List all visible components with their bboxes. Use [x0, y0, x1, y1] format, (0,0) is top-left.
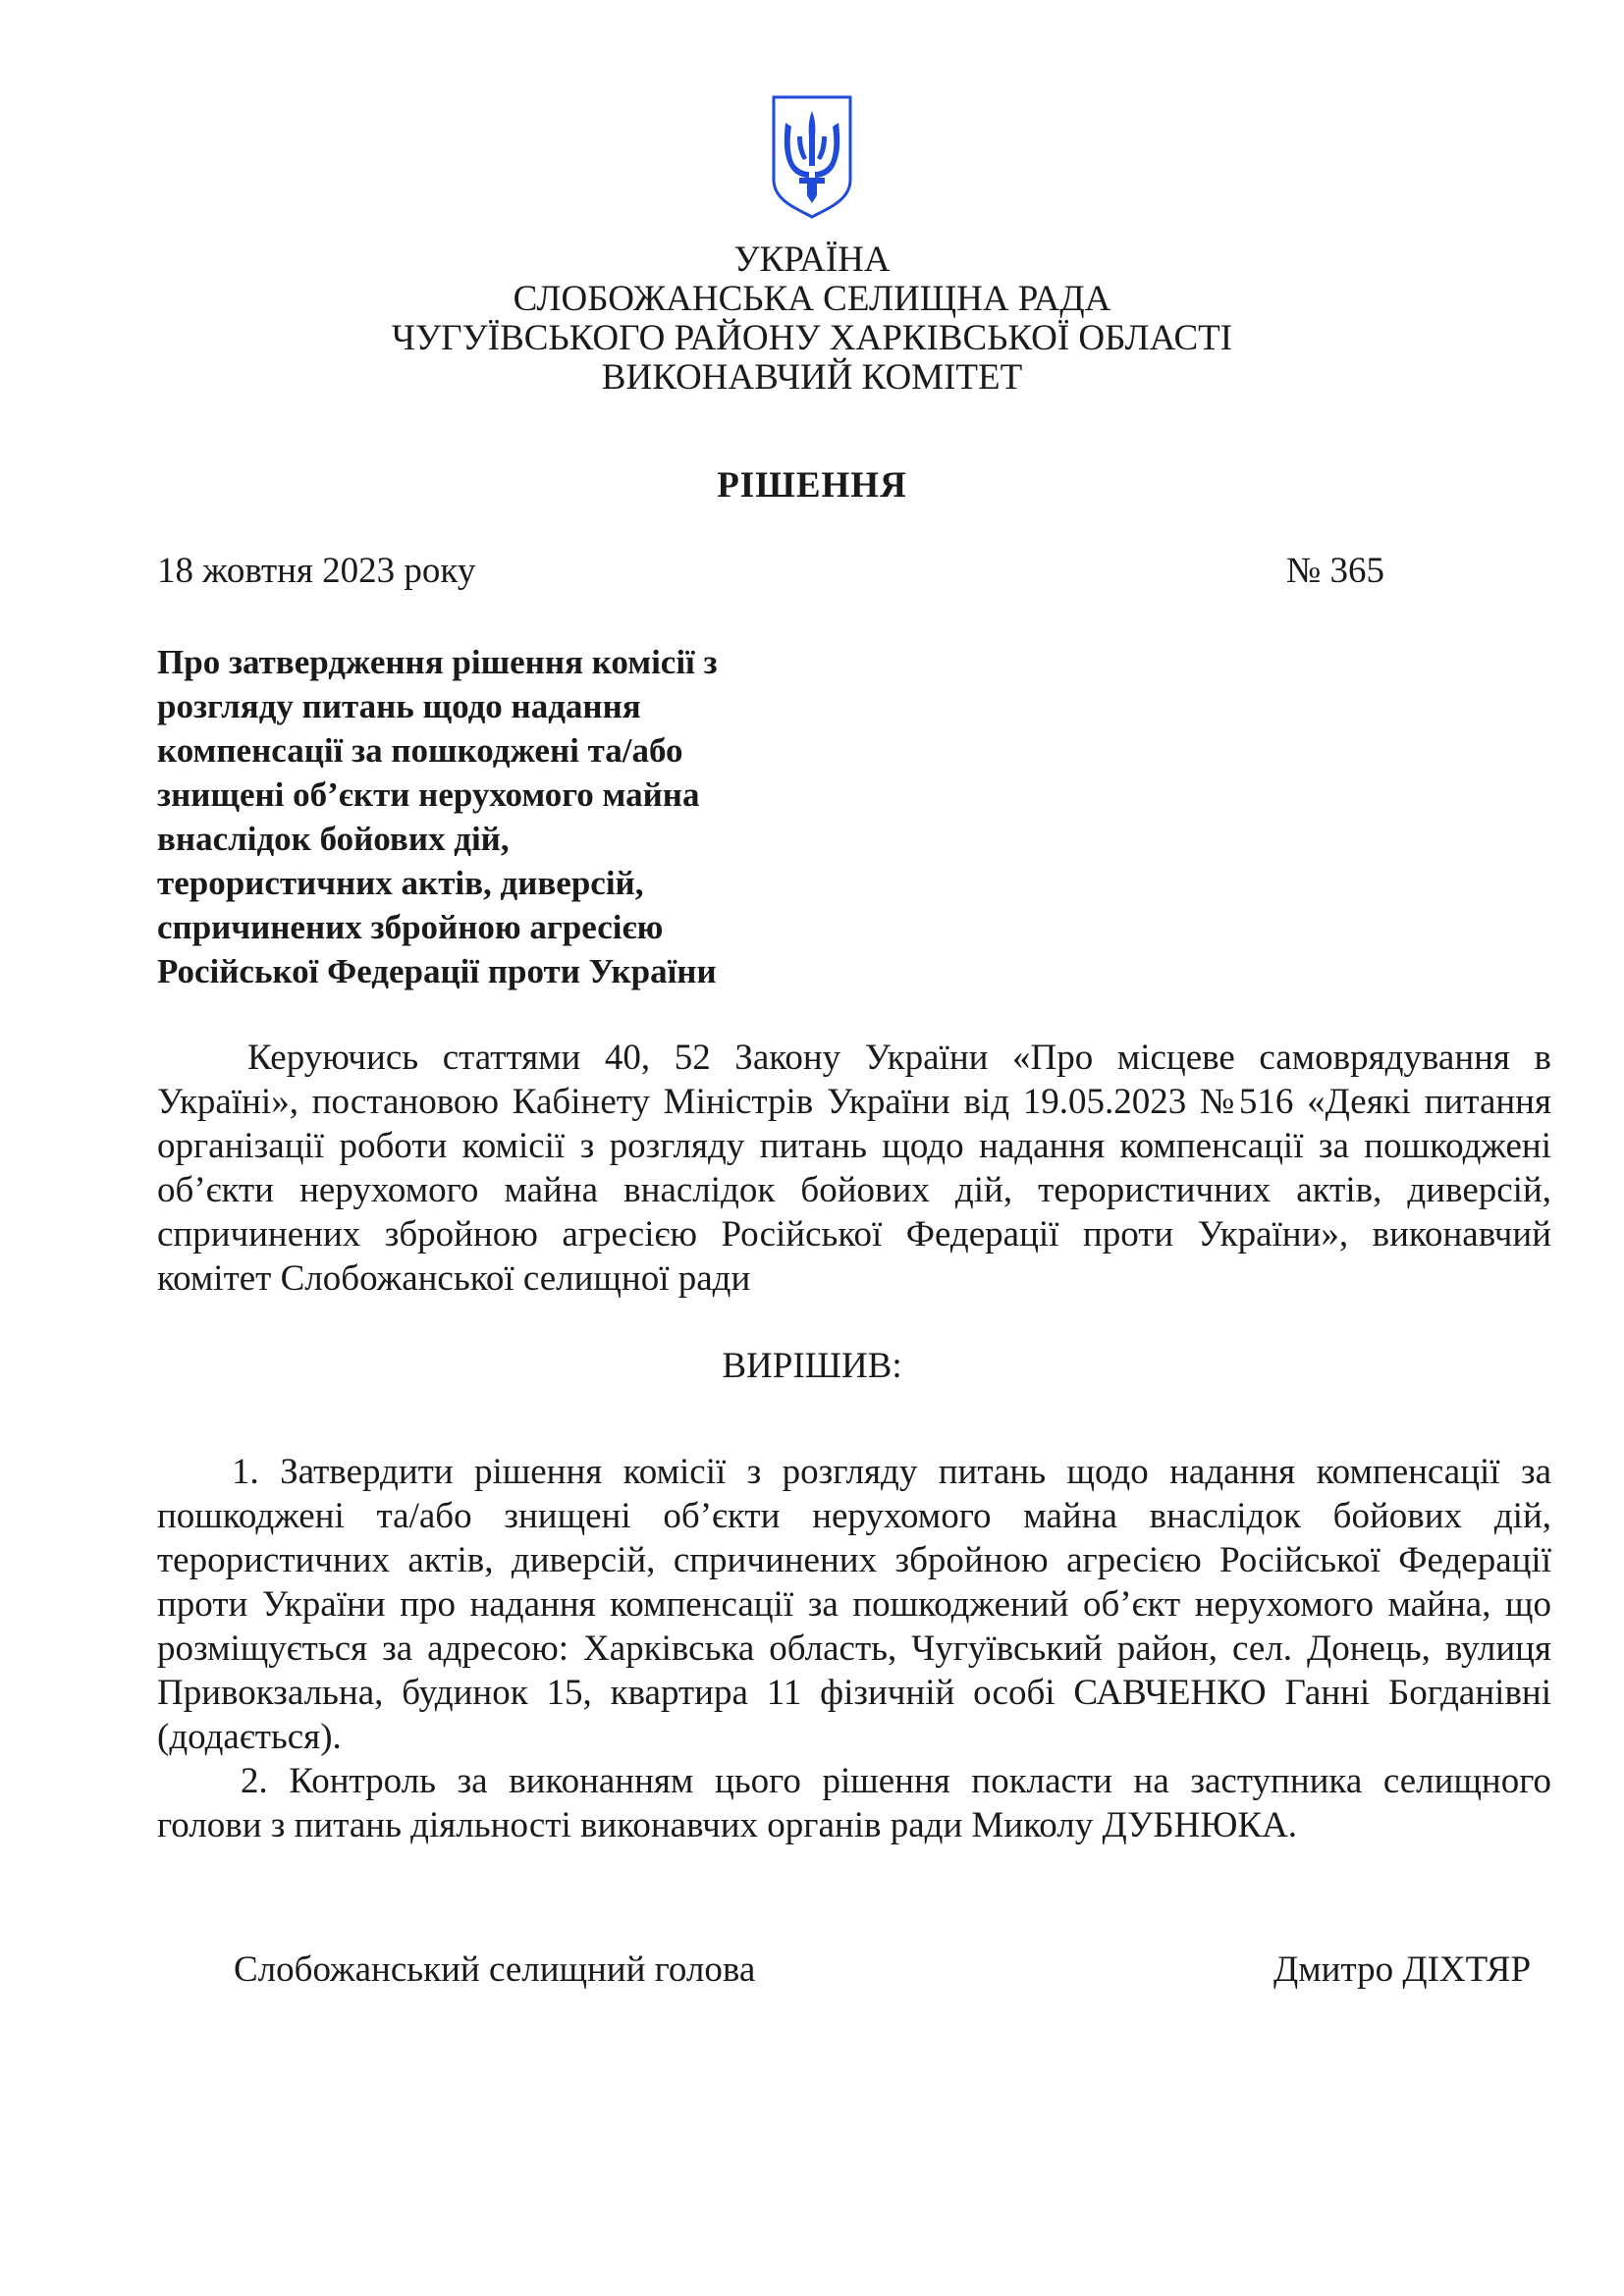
- signatory-name: Дмитро ДІХТЯР: [1273, 1949, 1532, 1990]
- document-number: № 365: [1286, 551, 1385, 591]
- subject-line: внаслідок бойових дій,: [157, 820, 510, 858]
- subject-line: розгляду питань щодо надання: [157, 687, 641, 725]
- subject-line: знищені об’єкти нерухомого майна: [157, 775, 700, 814]
- document-type-title: РІШЕННЯ: [717, 465, 907, 506]
- header-country: УКРАЇНА: [733, 240, 891, 280]
- document-date: 18 жовтня 2023 року: [157, 551, 476, 591]
- subject-line: компенсації за пошкоджені та/або: [157, 731, 683, 770]
- decision-item-2: 2. Контроль за виконанням цього рішення покласти на заступника селищного голови з питань діяльності виконавчих органів ради Миколу ДУБНЮКА.: [157, 1761, 1551, 1845]
- subject-line: Російської Федерації проти України: [157, 952, 717, 990]
- ukraine-trident-icon: [770, 93, 854, 221]
- issuer-header: [0, 240, 1624, 398]
- subject-line: терористичних актів, диверсій,: [157, 864, 644, 902]
- header-district: ЧУГУЇВСЬКОГО РАЙОНУ ХАРКІВСЬКОЇ ОБЛАСТІ: [391, 318, 1233, 358]
- subject-line: Про затвердження рішення комісії з: [157, 643, 718, 681]
- header-council: СЛОБОЖАНСЬКА СЕЛИЩНА РАДА: [513, 279, 1111, 319]
- header-committee: ВИКОНАВЧИЙ КОМІТЕТ: [601, 357, 1023, 398]
- subject-line: спричинених збройною агресією: [157, 908, 664, 946]
- preamble-paragraph: Керуючись статтями 40, 52 Закону України «Про місцеве самоврядування в Україні», постановою Кабінету Міністрів України від 19.05.2023 №516 «Деякі питання організації роботи комісії з розгляду питань щодо надання компенсації за пошкоджені об’єкти нерухомого майна внаслідок бойових дій, терористичних актів, диверсій, спричинених збройною агресією Російської Федерації проти України», виконавчий комітет Слобожанської селищної ради: [157, 1038, 1551, 1299]
- decision-item-1: 1. Затвердити рішення комісії з розгляду питань щодо надання компенсації за пошкоджені та/або знищені об’єкти нерухомого майна внаслідок бойових дій, терористичних актів, диверсій, спричинених збройною агресією Російської Федерації проти України про надання компенсації за пошкоджений об’єкт нерухомого майна, що розміщується за адресою: Харківська область, Чугуївський район, сел. Донець, вулиця Привокзальна, будинок 15, квартира 11 фізичній особі САВЧЕНКО Ганні Богданівні (додається).: [157, 1452, 1551, 1757]
- resolved-heading: ВИРІШИВ:: [722, 1346, 902, 1386]
- document-subject: [157, 640, 844, 993]
- signatory-title: Слобожанський селищний голова: [234, 1949, 756, 1990]
